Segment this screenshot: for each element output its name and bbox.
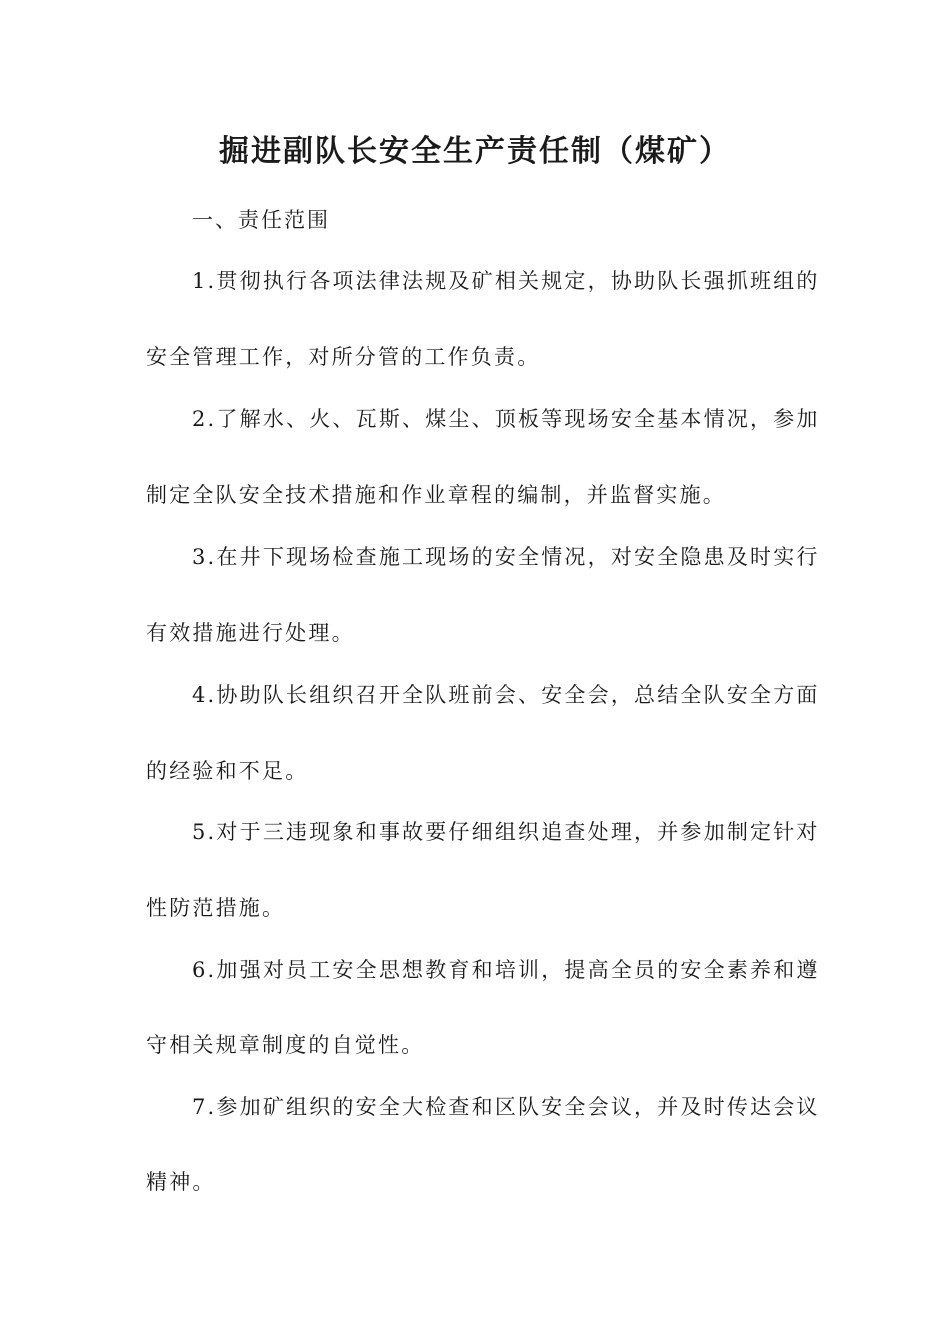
document-title: 掘进副队长安全生产责任制（煤矿） (219, 134, 731, 169)
item-7-line-2: 精神。 (146, 1170, 216, 1194)
item-4-line-2: 的经验和不足。 (146, 759, 309, 783)
section-heading: 一、责任范围 (192, 208, 330, 232)
item-3-line-1: 3.在井下现场检查施工现场的安全情况，对安全隐患及时实行 (192, 545, 820, 569)
item-5-line-2: 性防范措施。 (146, 896, 286, 920)
item-6-line-2: 守相关规章制度的自觉性。 (146, 1033, 425, 1057)
item-6-line-1: 6.加强对员工安全思想教育和培训，提高全员的安全素养和遵 (192, 958, 820, 982)
item-4-line-1: 4.协助队长组织召开全队班前会、安全会，总结全队安全方面 (192, 683, 820, 707)
item-7-line-1: 7.参加矿组织的安全大检查和区队安全会议，并及时传达会议 (192, 1095, 820, 1119)
item-2-line-2: 制定全队安全技术措施和作业章程的编制，并监督实施。 (146, 483, 726, 507)
item-1-line-1: 1.贯彻执行各项法律法规及矿相关规定，协助队长强抓班组的 (192, 269, 820, 293)
item-3-line-2: 有效措施进行处理。 (146, 621, 355, 645)
item-5-line-1: 5.对于三违现象和事故要仔细组织追查处理，并参加制定针对 (192, 820, 820, 844)
item-1-line-2: 安全管理工作，对所分管的工作负责。 (146, 345, 541, 369)
item-2-line-1: 2.了解水、火、瓦斯、煤尘、顶板等现场安全基本情况，参加 (192, 407, 820, 431)
